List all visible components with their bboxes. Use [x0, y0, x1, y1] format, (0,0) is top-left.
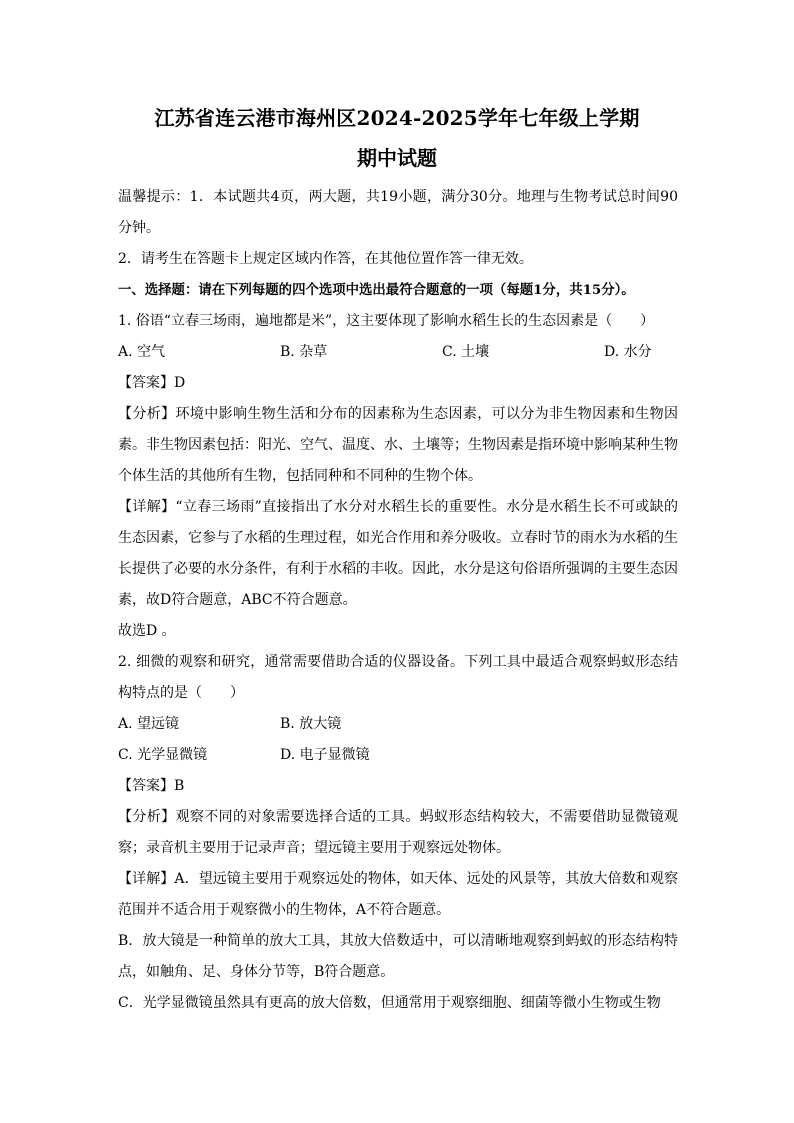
q1-analysis: 【分析】环境中影响生物生活和分布的因素称为生态因素，可以分为非生物因素和生物因素。非生物因素包括：阳光、空气、温度、水、土壤等；生物因素是指环境中影响某种生物个体生活的其他所有生物，包括同种和不同种的生物个体。: [118, 406, 678, 484]
q2-option-d: D. 电子显微镜: [280, 747, 370, 763]
q2-analysis: 【分析】观察不同的对象需要选择合适的工具。蚂蚁形态结构较大，不需要借助显微镜观察；录音机主要用于记录声音；望远镜主要用于观察远处物体。: [118, 809, 678, 856]
q2-detail-a: 【详解】A．望远镜主要用于观察远处的物体，如天体、远处的风景等，其放大倍数和观察范围并不适合用于观察微小的生物体，A不符合题意。: [118, 871, 678, 918]
q1-option-a: A. 空气: [118, 344, 166, 360]
q1-stem: 1. 俗语“立春三场雨，遍地都是米”，这主要体现了影响水稻生长的生态因素是（ ）: [118, 313, 655, 329]
q2-option-a: A. 望远镜: [118, 716, 180, 732]
q2-option-b: B. 放大镜: [280, 716, 342, 732]
q2-detail-b: B．放大镜是一种简单的放大工具，其放大倍数适中，可以清晰地观察到蚂蚁的形态结构特点，如触角、足、身体分节等，B符合题意。: [118, 933, 678, 980]
q2-answer: 【答案】B: [118, 778, 185, 794]
section-heading: 一、选择题：请在下列每题的四个选项中选出最符合题意的一项（每题1分，共15分）。: [118, 282, 635, 298]
q1-answer: 【答案】D: [118, 375, 186, 391]
notice-line-1: 温馨提示：1．本试题共4页，两大题，共19小题，满分30分。地理与生物考试总时间90分钟。: [118, 189, 678, 236]
document-subtitle: 期中试题: [357, 146, 437, 170]
q2-option-c: C. 光学显微镜: [118, 747, 208, 763]
q1-option-b: B. 杂草: [280, 344, 328, 360]
q1-option-c: C. 土壤: [442, 344, 490, 360]
q2-detail-c: C．光学显微镜虽然具有更高的放大倍数，但通常用于观察细胞、细菌等微小生物或生物: [118, 995, 661, 1011]
q2-stem: 2. 细微的观察和研究，通常需要借助合适的仪器设备。下列工具中最适合观察蚂蚁形态结构特点的是（ ）: [118, 654, 678, 701]
q1-options: [118, 337, 658, 368]
document-title: 江苏省连云港市海州区2024-2025学年七年级上学期: [154, 106, 640, 130]
q2-options-row-1: [118, 709, 678, 740]
notice-line-2: 2．请考生在答题卡上规定区域内作答，在其他位置作答一律无效。: [118, 251, 533, 267]
q2-options-row-2: [118, 740, 678, 771]
document-body: [118, 182, 678, 1019]
q1-conclusion: 故选D 。: [118, 623, 176, 639]
q1-option-d: D. 水分: [604, 344, 652, 360]
q1-detail: 【详解】“立春三场雨”直接指出了水分对水稻生长的重要性。水分是水稻生长不可或缺的生态因素，它参与了水稻的生理过程，如光合作用和养分吸收。立春时节的雨水为水稻的生长提供了必要的水分条件，有利于水稻的丰收。因此，水分是这句俗语所强调的主要生态因素，故D符合题意，ABC不符合题意。: [118, 499, 678, 608]
